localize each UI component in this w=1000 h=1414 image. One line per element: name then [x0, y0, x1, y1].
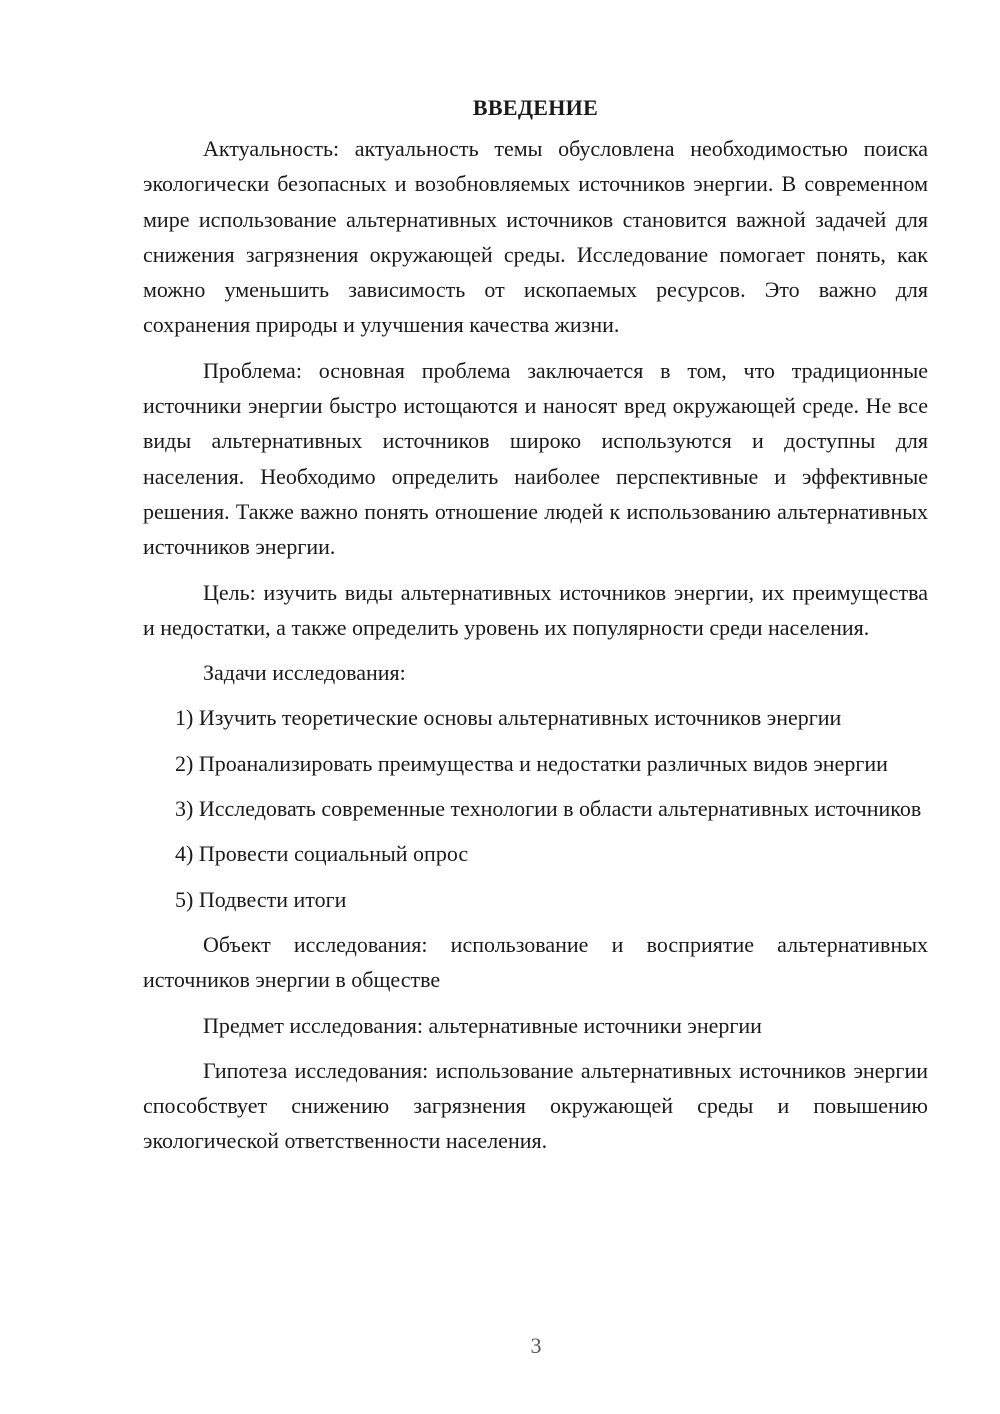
task-item: 4) Провести социальный опрос — [175, 841, 469, 867]
task-item: 1) Изучить теоретические основы альтернативных источников энергии — [175, 705, 842, 731]
task-item: 5) Подвести итоги — [175, 886, 347, 912]
paragraph-relevance: Актуальность: актуальность темы обусловлена необходимостью поиска экологически безопасных и возобновляемых источников энергии. В современном мире использование альтернативных источников становится важной задачей для снижения загрязнения окружающей среды. Исследование помогает понять, как можно уменьшить зависимость от ископаемых ресурсов. Это важно для сохранения природы и улучшения качества жизни. — [143, 136, 928, 338]
document-page — [143, 90, 928, 1169]
page-number: 3 — [530, 1333, 542, 1358]
paragraph-subject: Предмет исследования: альтернативные источники энергии — [203, 1012, 762, 1038]
task-item: 3) Исследовать современные технологии в области альтернативных источников — [175, 796, 922, 822]
paragraph-goal: Цель: изучить виды альтернативных источников энергии, их преимущества и недостатки, а также определить уровень их популярности среди населения. — [143, 579, 928, 640]
paragraph-tasks-heading: Задачи исследования: — [203, 660, 406, 686]
task-item: 2) Проанализировать преимущества и недостатки различных видов энергии — [175, 750, 888, 776]
paragraph-hypothesis: Гипотеза исследования: использование альтернативных источников энергии способствует снижению загрязнения окружающей среды и повышению экологической ответственности населения. — [143, 1057, 928, 1154]
paragraph-object: Объект исследования: использование и восприятие альтернативных источников энергии в обществе — [143, 931, 928, 993]
paragraph-problem: Проблема: основная проблема заключается в том, что традиционные источники энергии быстро истощаются и наносят вред окружающей среде. Не все виды альтернативных источников широко используются и доступны для населения. Необходимо определить наиболее перспективные и эффективные решения. Также важно понять отношение людей к использованию альтернативных источников энергии. — [143, 357, 928, 560]
document-title: ВВЕДЕНИЕ — [472, 95, 599, 120]
